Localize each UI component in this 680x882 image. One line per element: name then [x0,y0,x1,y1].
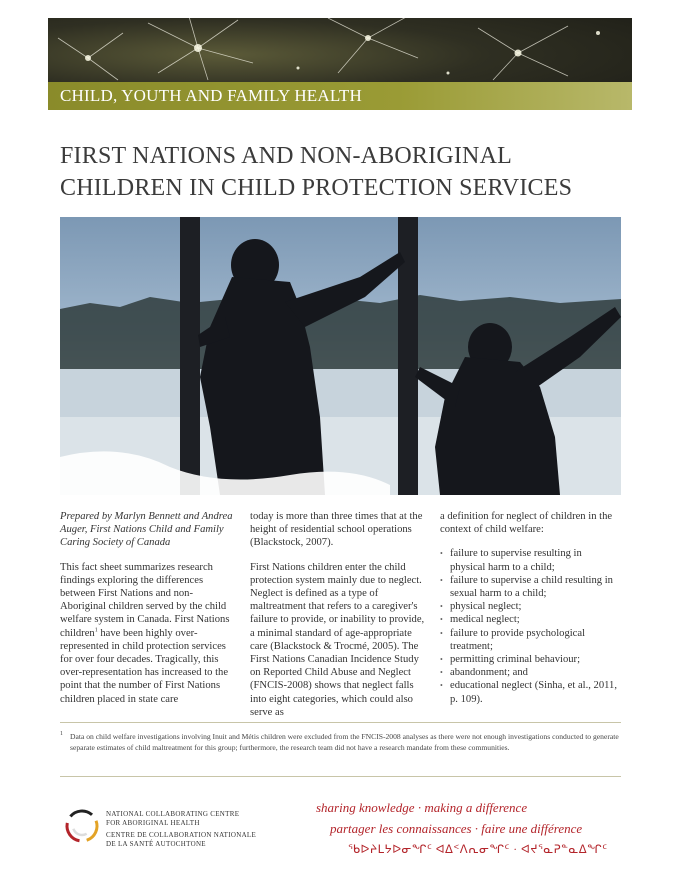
list-item: • failure to supervise resulting in physical harm to a child; [440,547,618,573]
tagline-french: partager les connaissances · faire une différence [330,821,583,836]
neglect-categories-list [440,547,618,705]
org-english-line-2: FOR ABORIGINAL HEALTH [106,818,200,827]
tagline-syllabics: ᖃᐅᔨᒪᔭᐅᓂᖏᑦ ᐊᐃᑉᐱᕆᓂᖏᑦ · ᐊᔪᕐᓇᕈᓐᓇᐃᖏᑦ [348,844,608,856]
list-item: • physical neglect; [440,600,618,613]
org-french-line-2: DE LA SANTÉ AUTOCHTONE [106,839,206,848]
intro-text-before: This fact sheet summarizes research findings exploring the differences between First Nations and non-Aboriginal children served by the child welfare system in Canada. First Nations children [60,561,230,639]
section-band [48,82,632,110]
text-column-1 [60,510,238,717]
footnote-number: 1 [60,731,63,737]
tagline-english: sharing knowledge · making a difference [316,800,528,815]
org-french-line-1: CENTRE DE COLLABORATION NATIONALE [106,831,257,840]
children-silhouette-image [60,217,621,495]
section-label: CHILD, YOUTH AND FAMILY HEALTH [60,86,362,105]
footnote [60,731,620,753]
column2-paragraph-1: today is more than three times that at the height of residential school operations (Blackstock, 2007). [250,511,423,549]
org-english-line-1: NATIONAL COLLABORATING CENTRE [106,810,240,818]
page-title [60,140,620,204]
intro-text-after: have been highly over-represented in child protection services for over four decades. Tragically, this over-representation has increased to the point that the number of First Nations children placed in state care [60,627,229,705]
intro-paragraph [60,561,238,706]
title-line-1: FIRST NATIONS AND NON-ABORIGINAL [60,143,512,169]
neglect-definition-lead: a definition for neglect of children in the context of child welfare: [440,511,613,536]
organization-name [106,810,256,848]
footnote-text: Data on child welfare investigations involving Inuit and Métis children were excluded from the FNCIS-2008 analyses as there were not enough investigations conducted to generate separate estimates of child maltreatment for this group; furthermore, the research team did not have a research mandate from these communities. [70,732,619,752]
footnote-ref[interactable]: 1 [94,627,98,634]
list-item: • failure to supervise a child resulting in sexual harm to a child; [440,574,618,600]
byline: Prepared by Marlyn Bennett and Andrea Auger, First Nations Child and Family Caring Society of Canada [60,511,233,549]
list-item: • educational neglect (Sinha, et al., 2011, p. 109). [440,679,618,705]
list-item: • abandonment; and [440,666,618,679]
hero-photo [60,217,621,495]
title-line-2: CHILDREN IN CHILD PROTECTION SERVICES [60,175,573,201]
ncch-logo-icon [62,806,102,846]
list-item: • permitting criminal behaviour; [440,653,618,666]
text-column-3 [440,510,618,706]
header-banner [48,18,632,110]
list-item: • failure to provide psychological treatment; [440,627,618,653]
footnote-divider-bottom [60,776,621,777]
footnote-divider-top [60,722,621,723]
column2-paragraph-2: First Nations children enter the child protection system mainly due to neglect. Neglect is defined as a type of maltreatment that refers to a caregiver's failure to provide, or inability to provide, a minimal standard of age-appropriate care (Blackstock & Trocmé, 2005). The First Nations Canadian Incidence Study on Reported Child Abuse and Neglect (FNCIS-2008) shows that neglect falls into eight categories, which could also serve as [250,561,425,718]
list-item: • medical neglect; [440,613,618,626]
text-column-2 [250,510,428,730]
